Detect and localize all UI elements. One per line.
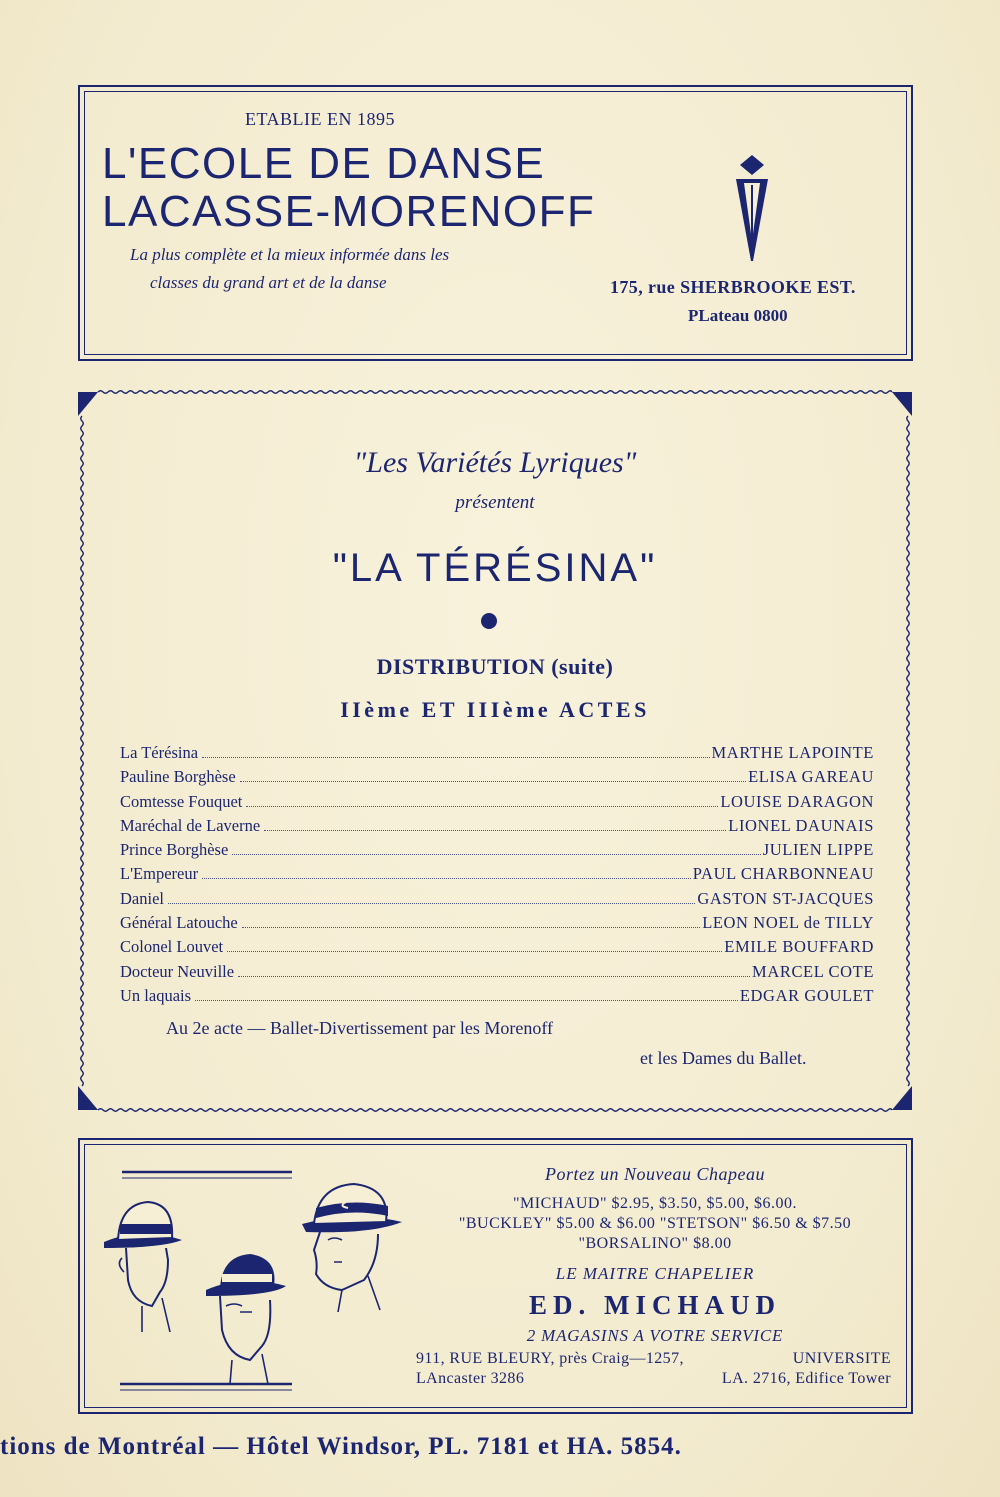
presenter-verb: présentent: [455, 492, 535, 513]
pen-nib-icon: [732, 155, 772, 265]
cast-actor: GASTON ST-JACQUES: [697, 888, 874, 908]
ballet-note-line2: et les Dames du Ballet.: [640, 1048, 807, 1068]
hat-price-line1: "MICHAUD" $2.95, $3.50, $5.00, $6.00.: [512, 1195, 797, 1212]
school-tagline-line2: classes du grand art et de la danse: [150, 273, 387, 292]
cast-role: Colonel Louvet: [120, 937, 224, 957]
leader-dots: [242, 927, 700, 928]
cast-row: [120, 937, 874, 961]
hat-maker-title: LE MAITRE CHAPELIER: [555, 1264, 755, 1283]
corner-ornament-top-right: [892, 392, 912, 416]
show-title: "LA TÉRÉSINA": [332, 546, 658, 590]
men-in-hats-illustration: [102, 1162, 422, 1400]
cast-role: La Térésina: [120, 743, 199, 762]
school-phone: PLateau 0800: [688, 306, 788, 325]
cast-row: [120, 816, 874, 840]
school-name-line2: LACASSE-MORENOFF: [102, 187, 596, 236]
leader-dots: [232, 854, 760, 855]
cast-row: [120, 840, 874, 864]
hat-price-line2: "BUCKLEY" $5.00 & $6.00 "STETSON" $6.50 & $7.50: [458, 1215, 852, 1232]
cast-role: Daniel: [120, 888, 164, 908]
cast-actor: EMILE BOUFFARD: [724, 937, 874, 957]
cast-role: Docteur Neuville: [120, 961, 235, 981]
bullet-dot: [481, 613, 497, 629]
cast-row: [120, 913, 874, 937]
hat-shop-advertisement: [78, 1138, 913, 1414]
leader-dots: [168, 903, 695, 904]
cast-row: [120, 864, 874, 888]
presenter-name: "Les Variétés Lyriques": [353, 446, 637, 479]
cast-actor: ELISA GAREAU: [748, 767, 874, 787]
cast-actor: MARCEL COTE: [752, 961, 874, 981]
hat-address-right: UNIVERSITE: [792, 1350, 891, 1367]
hat-phone-left: LAncaster 3286: [416, 1370, 525, 1387]
leader-dots: [227, 951, 722, 952]
cast-actor: MARTHE LAPOINTE: [711, 743, 874, 762]
acts-heading: IIème ET IIIème ACTES: [340, 697, 650, 722]
cast-actor: LIONEL DAUNAIS: [728, 815, 874, 835]
cast-actor: EDGAR GOULET: [739, 985, 874, 1005]
corner-ornament-bottom-left: [78, 1086, 98, 1110]
leader-dots: [202, 878, 691, 879]
cast-role: L'Empereur: [120, 864, 199, 884]
corner-ornament-top-left: [78, 392, 98, 416]
cast-row: [120, 962, 874, 986]
cast-row: [120, 767, 874, 791]
leader-dots: [264, 830, 726, 831]
leader-dots: [246, 806, 718, 807]
hat-phone-right: LA. 2716, Edifice Tower: [721, 1370, 891, 1387]
hat-price-line3: "BORSALINO" $8.00: [578, 1235, 732, 1252]
program-cast-box: [78, 388, 912, 1114]
cast-row: [120, 889, 874, 913]
leader-dots: [240, 781, 746, 782]
cast-row: [120, 792, 874, 816]
leader-dots: [195, 1000, 738, 1001]
cast-list: [120, 743, 874, 1010]
established-year: ETABLIE EN 1895: [245, 109, 396, 129]
ballet-note-line1: Au 2e acte — Ballet-Divertissement par les Morenoff: [166, 1018, 554, 1038]
leader-dots: [238, 976, 750, 977]
cast-actor: LEON NOEL de TILLY: [702, 913, 874, 933]
cast-actor: LOUISE DARAGON: [720, 791, 874, 811]
cast-heading: DISTRIBUTION (suite): [376, 654, 614, 679]
cast-role: Prince Borghèse: [120, 840, 229, 860]
corner-ornament-bottom-right: [892, 1086, 912, 1110]
cast-role: Pauline Borghèse: [120, 767, 236, 787]
cast-role: Maréchal de Laverne: [120, 815, 261, 835]
hat-slogan: Portez un Nouveau Chapeau: [545, 1164, 765, 1184]
cast-actor: PAUL CHARBONNEAU: [692, 864, 874, 884]
leader-dots: [202, 757, 710, 758]
footer-text: tions de Montréal — Hôtel Windsor, PL. 7181 et HA. 5854.: [0, 1433, 682, 1460]
cast-role: Comtesse Fouquet: [120, 791, 243, 811]
cast-row: [120, 743, 874, 767]
school-address: 175, rue SHERBROOKE EST.: [610, 277, 856, 297]
school-tagline-line1: La plus complète et la mieux informée dans les: [130, 245, 450, 264]
hat-stores-line: 2 MAGASINS A VOTRE SERVICE: [526, 1326, 784, 1345]
cast-role: Un laquais: [120, 985, 192, 1005]
hat-brand-name: ED. MICHAUD: [529, 1290, 781, 1320]
cast-actor: JULIEN LIPPE: [762, 840, 874, 860]
cast-role: Général Latouche: [120, 913, 238, 933]
cast-row: [120, 986, 874, 1010]
hat-address-left: 911, RUE BLEURY, près Craig—1257,: [416, 1350, 684, 1367]
school-name-line1: L'ECOLE DE DANSE: [102, 139, 546, 188]
dance-school-advertisement: [78, 85, 913, 361]
